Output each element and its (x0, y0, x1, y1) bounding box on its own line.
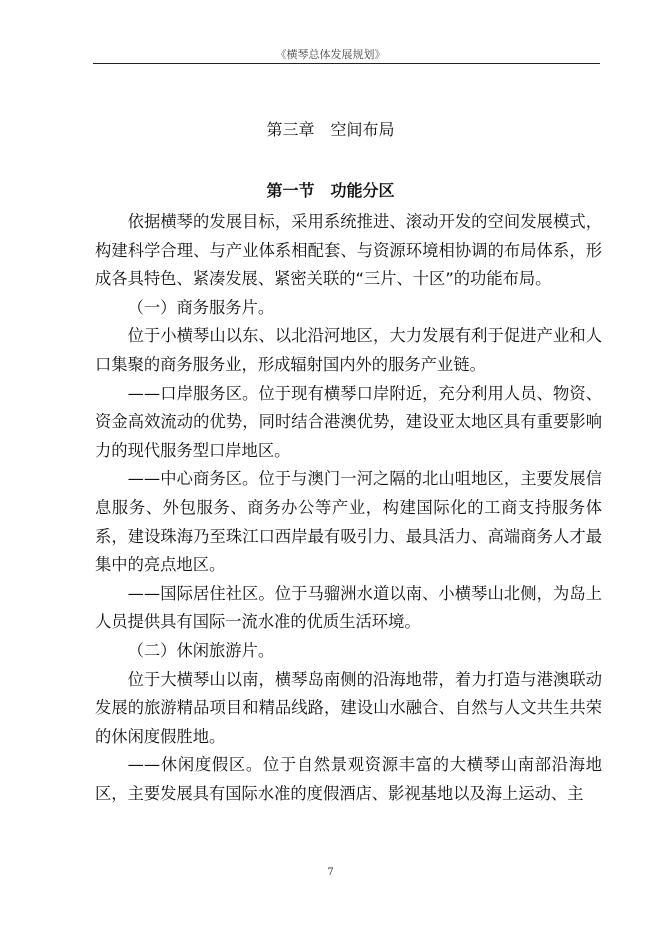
page-number: 7 (327, 867, 334, 878)
body-text (95, 208, 602, 808)
paragraph: ——休闲度假区。位于自然景观资源丰富的大横琴山南部沿海地区，主要发展具有国际水准的度假酒店、影视基地以及海上运动、主 (95, 755, 602, 803)
paragraph: 依据横琴的发展目标，采用系统推进、滚动开发的空间发展模式，构建科学合理、与产业体系相配套、与资源环境相协调的布局体系，形成各具特色、紧凑发展、紧密关联的“三片、十区”的功能布局。 (95, 212, 602, 289)
paragraph: （一）商务服务片。 (127, 297, 275, 317)
paragraph: ——中心商务区。位于与澳门一河之隔的北山咀地区，主要发展信息服务、外包服务、商务办公等产业，构建国际化的工商支持服务体系，建设珠海乃至珠江口西岸最有吸引力、最具活力、高端商务人才最集中的亮点地区。 (95, 469, 602, 575)
paragraph: （二）休闲旅游片。 (127, 640, 275, 660)
paragraph: 位于小横琴山以东、以北沿河地区，大力发展有利于促进产业和人口集聚的商务服务业，形成辐射国内外的服务产业链。 (95, 326, 602, 374)
running-header: 《横琴总体发展规划》 (275, 48, 386, 61)
header-rule (93, 63, 600, 64)
section-title: 第一节 功能分区 (266, 181, 395, 200)
paragraph: 位于大横琴山以南，横琴岛南侧的沿海地带，着力打造与港澳联动发展的旅游精品项目和精品线路，建设山水融合、自然与人文共生共荣的休闲度假胜地。 (95, 669, 602, 746)
chapter-title: 第三章 空间布局 (266, 120, 395, 139)
paragraph: ——口岸服务区。位于现有横琴口岸附近，充分利用人员、物资、资金高效流动的优势，同时结合港澳优势，建设亚太地区具有重要影响力的现代服务型口岸地区。 (95, 383, 602, 460)
paragraph: ——国际居住社区。位于马骝洲水道以南、小横琴山北侧，为岛上人员提供具有国际一流水准的优质生活环境。 (95, 583, 602, 632)
